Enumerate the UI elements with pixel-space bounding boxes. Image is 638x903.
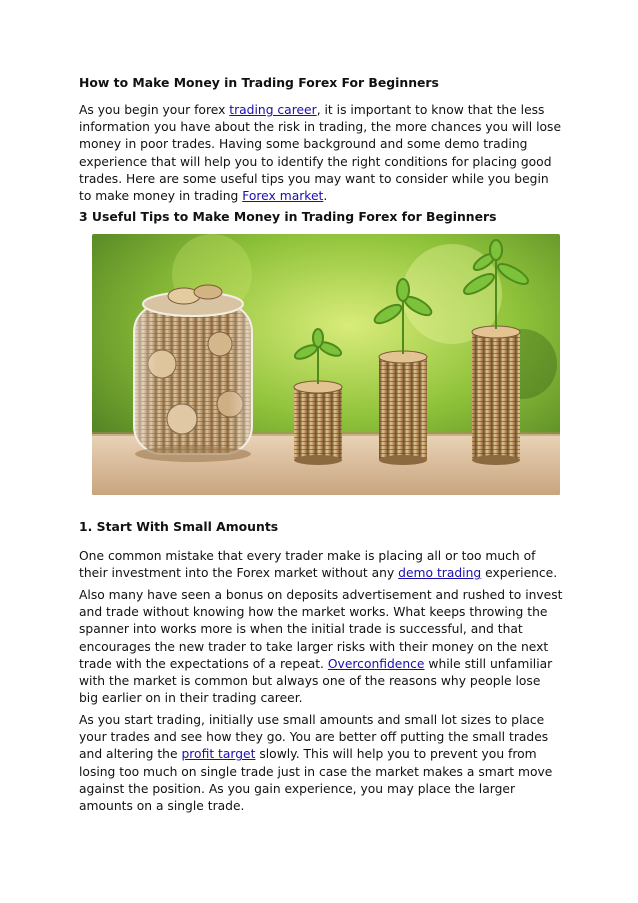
- section1-paragraph-3: [79, 712, 563, 815]
- section1-paragraph-1: [79, 548, 563, 582]
- section1-heading: 1. Start With Small Amounts: [79, 519, 279, 534]
- intro-text: As you begin your forex: [79, 103, 230, 117]
- paragraph-text: One common mistake that every trader make is placing all or too much of their investment into the Forex market without any: [79, 549, 536, 581]
- demo-trading-link[interactable]: demo trading: [398, 566, 482, 581]
- paragraph-text: slowly. This will help you to prevent you from losing too much on single trade just in case the market makes a smart move against the position. As you gain experience, you may place the larger amounts on a single trade.: [79, 747, 553, 814]
- intro-text: .: [323, 189, 328, 204]
- intro-text: , it is important to know that the less information you have about the risk in trading, the more chances you will lose money in poor trades. Having some background and some demo trading experience that will help you to identify the right conditions for placing good trades. Here are some useful tips you may want to consider while you begin to make money in trading: [79, 103, 562, 204]
- paragraph-text: experience.: [481, 566, 558, 581]
- article-title: How to Make Money in Trading Forex For Beginners: [79, 75, 439, 90]
- forex-market-link[interactable]: Forex market: [242, 189, 324, 204]
- intro-paragraph: [79, 102, 563, 205]
- section1-paragraph-2: [79, 587, 563, 707]
- coins-plants-photo: [92, 234, 560, 495]
- paragraph-text: As you start trading, initially use small amounts and small lot sizes to place your trades and see how they go. You are better off putting the small trades and altering the: [79, 713, 549, 762]
- paragraph-text: while still unfamiliar with the market is common but always one of the reasons why people lose big earlier on in their trading career.: [79, 656, 553, 706]
- overconfidence-link[interactable]: Overconfidence: [327, 656, 425, 671]
- profit-target-link[interactable]: profit target: [181, 747, 256, 762]
- tips-heading: 3 Useful Tips to Make Money in Trading Forex for Beginners: [79, 209, 497, 224]
- trading-career-link[interactable]: trading career: [229, 103, 317, 117]
- paragraph-text: Also many have seen a bonus on deposits advertisement and rushed to invest and trade without knowing how the market works. What keeps throwing the spanner into works more is when the initial trade is successful, and that encourages the new trader to take larger risks with their money on the next trade with the expectations of a repeat.: [79, 588, 563, 671]
